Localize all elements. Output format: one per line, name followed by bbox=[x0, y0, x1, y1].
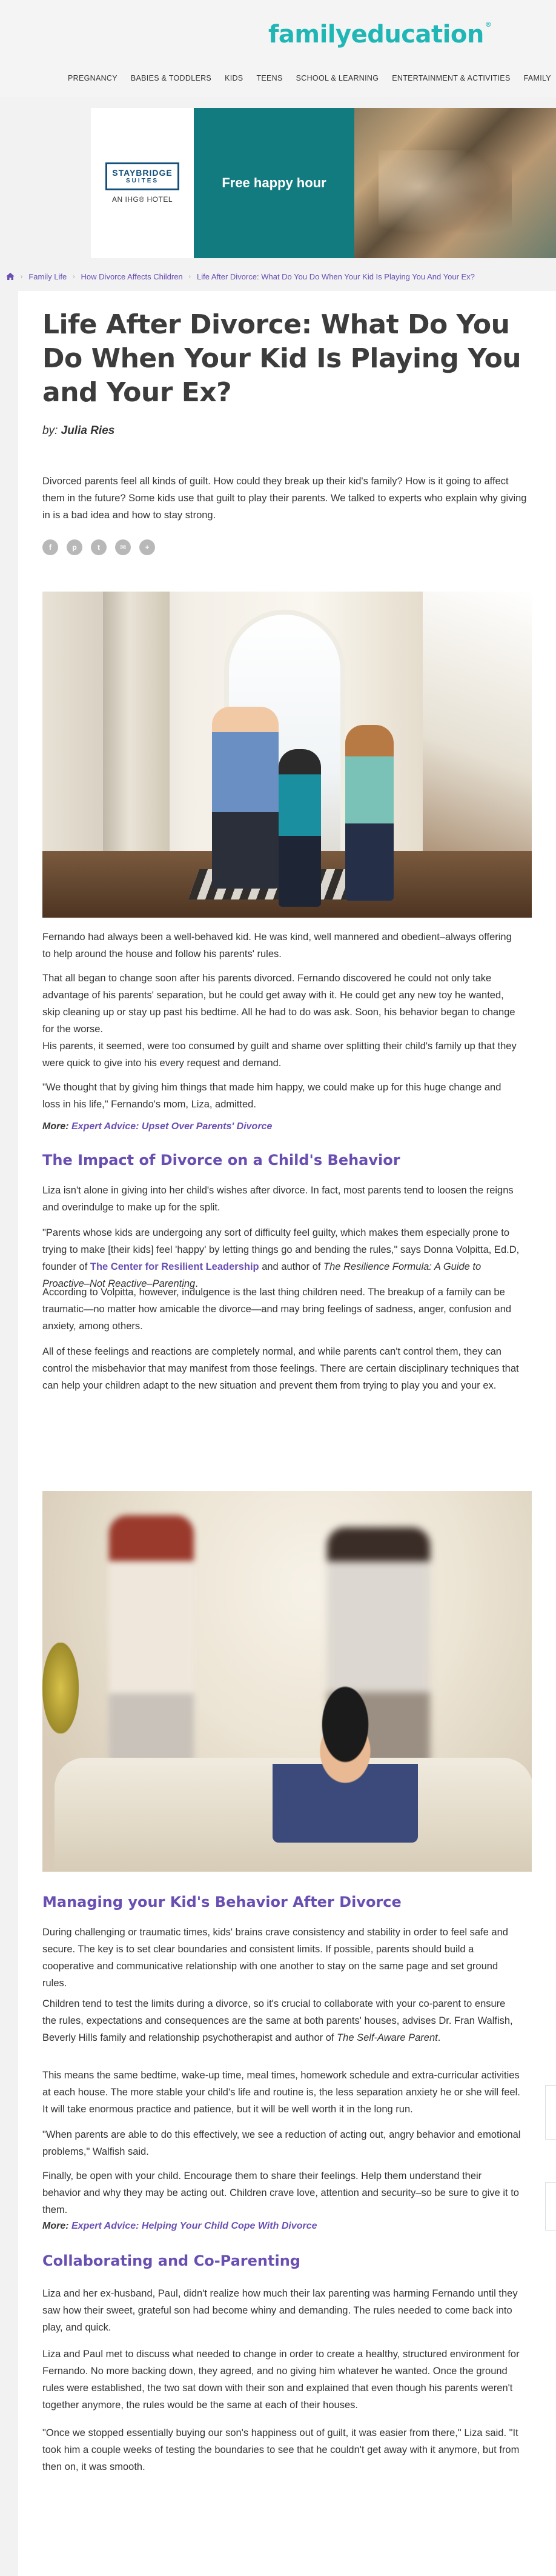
paragraph: That all began to change soon after his parents divorced. Fernando discovered he could not only take advantage of his parents' separation, but he could get away with it. He could get any new toy he wanted, skip cleaning up or stay up past his bedtime. All he had to do was ask. Soon, his behavior began to change for the worse. bbox=[42, 973, 515, 1035]
article-lede: Divorced parents feel all kinds of guilt. How could they break up their kid's family? How is it going to affect them in the future? Some kids use that guilt to play their parents. We talked to experts who explain why giving in is a bad idea and how to stay strong. bbox=[42, 476, 527, 521]
site-logo[interactable]: familyeducation ® bbox=[268, 21, 492, 48]
share-bar bbox=[42, 539, 155, 555]
twitter-share-icon[interactable]: t bbox=[91, 539, 107, 555]
email-share-icon[interactable]: ✉ bbox=[115, 539, 131, 555]
pinterest-share-icon[interactable]: p bbox=[67, 539, 82, 555]
breadcrumb-family-life[interactable]: Family Life bbox=[28, 272, 67, 281]
more-link-helping-child-cope[interactable]: Expert Advice: Helping Your Child Cope With Divorce bbox=[71, 2221, 317, 2231]
section-heading: Managing your Kid's Behavior After Divorce bbox=[42, 1894, 402, 1910]
ad-brand-panel bbox=[91, 108, 194, 258]
nav-item-pregnancy[interactable]: PREGNANCY bbox=[68, 74, 117, 82]
nav-item-teens[interactable]: TEENS bbox=[256, 74, 283, 82]
breadcrumb bbox=[0, 270, 556, 282]
nav-item-school-learning[interactable]: SCHOOL & LEARNING bbox=[296, 74, 379, 82]
home-icon[interactable] bbox=[6, 273, 15, 280]
nav-item-family[interactable]: FAMILY bbox=[523, 74, 551, 82]
more-link-block: More: Expert Advice: Upset Over Parents' Divorce bbox=[42, 1121, 273, 1132]
link-center-resilient-leadership[interactable]: The Center for Resilient Leadership bbox=[90, 1261, 259, 1272]
main-nav bbox=[68, 74, 551, 82]
section-heading: The Impact of Divorce on a Child's Behavior bbox=[42, 1152, 400, 1169]
paragraph: Children tend to test the limits during a divorce, so it's crucial to collaborate with your co-parent to ensure the rules, expectations and consequences are the same at both parents' houses, advises Dr. Fran Walfish, Beverly Hills family and relationship psychotherapist and author of The Self-Aware Parent. bbox=[42, 1998, 513, 2043]
chevron-right-icon: › bbox=[21, 273, 23, 280]
author-name[interactable]: Julia Ries bbox=[61, 424, 115, 437]
more-link-block: More: Expert Advice: Helping Your Child Cope With Divorce bbox=[42, 2221, 317, 2231]
paragraph: According to Volpitta, however, indulgence is the last thing children need. The breakup of a family can be traumatic—no matter how amicable the divorce—and may bring feelings of sadness, anger, confusion and anxiety, among others. bbox=[42, 1287, 512, 1332]
section-heading: Collaborating and Co-Parenting bbox=[42, 2252, 300, 2269]
paragraph: His parents, it seemed, were too consumed by guilt and shame over splitting their child's family up that they were quick to give into his every request and demand. bbox=[42, 1041, 517, 1069]
ad-brand-logo: STAYBRIDGE SUITES bbox=[105, 162, 179, 191]
more-share-icon[interactable]: + bbox=[139, 539, 155, 555]
side-widget-tab[interactable] bbox=[545, 2085, 556, 2140]
paragraph: This means the same bedtime, wake-up time, meal times, homework schedule and extra-curricular activities at each house. The more stable your child's life and routine is, the less separation anxiety he or she will feel. It will take enormous practice and patience, but it will be well worth it in the long run. bbox=[42, 2070, 520, 2115]
paragraph: "Parents whose kids are undergoing any sort of difficulty feel guilty, which makes them especially prone to trying to make [their kids] feel 'happy' by letting things go and bending the rules," says Donna Volpitta, Ed.D, founder of The Center for Resilient Leadership and author of The Resilience Formula: A Guide to Proactive–Not Reactive–Parenting. bbox=[42, 1227, 520, 1289]
more-link-upset-over-divorce[interactable]: Expert Advice: Upset Over Parents' Divorce bbox=[71, 1121, 273, 1132]
nav-item-babies-toddlers[interactable]: BABIES & TODDLERS bbox=[130, 74, 212, 82]
article bbox=[18, 291, 556, 2576]
paragraph: "Once we stopped essentially buying our son's happiness out of guilt, it was easier from there," Liza said. "It took him a couple weeks of testing the boundaries to see that he couldn't get away with it anymore, but from then on, it was smooth. bbox=[42, 2428, 520, 2472]
byline: by: Julia Ries bbox=[42, 424, 115, 437]
paragraph: Liza and her ex-husband, Paul, didn't realize how much their lax parenting was harming Fernando until they saw how their sweet, grateful son had become whiny and demanding. The rules needed to come back into play, and quick. bbox=[42, 2288, 518, 2333]
chevron-right-icon: › bbox=[188, 273, 191, 280]
article-hero-image bbox=[42, 592, 532, 918]
paragraph: Fernando had always been a well-behaved kid. He was kind, well mannered and obedient–always offering to help around the house and follow his parents' rules. bbox=[42, 932, 512, 959]
breadcrumb-how-divorce-affects-children[interactable]: How Divorce Affects Children bbox=[81, 272, 183, 281]
paragraph: Liza and Paul met to discuss what needed to change in order to create a healthy, structured environment for Fernando. No more backing down, they agreed, and no giving him whatever he wanted. Once the ground rules were established, the two sat down with their son and explained that even though his parents weren't together anymore, the rules would be the same at each of their houses. bbox=[42, 2349, 520, 2411]
facebook-share-icon[interactable]: f bbox=[42, 539, 58, 555]
paragraph: "We thought that by giving him things that made him happy, we could make up for this huge change and loss in his life," Fernando's mom, Liza, admitted. bbox=[42, 1082, 501, 1110]
paragraph: During challenging or traumatic times, kids' brains crave consistency and stability in order to feel safe and secure. The key is to set clear boundaries and consistent limits. If possible, parents should build a cooperative and communicative relationship with one another to stay on the same page and set ground rules. bbox=[42, 1927, 508, 1989]
chevron-right-icon: › bbox=[73, 273, 75, 280]
article-title: Life After Divorce: What Do You Do When Your Kid Is Playing You and Your Ex? bbox=[42, 309, 521, 408]
nav-item-kids[interactable]: KIDS bbox=[225, 74, 243, 82]
ad-photo bbox=[354, 108, 556, 258]
ad-brand-sub: AN IHG® HOTEL bbox=[111, 195, 173, 204]
site-header bbox=[0, 0, 556, 97]
ad-headline: Free happy hour bbox=[194, 108, 354, 258]
breadcrumb-current-page[interactable]: Life After Divorce: What Do You Do When Your Kid Is Playing You And Your Ex? bbox=[197, 272, 475, 281]
paragraph: Liza isn't alone in giving into her child's wishes after divorce. In fact, most parents tend to loosen the reigns and overindulge to make up for the split. bbox=[42, 1185, 514, 1213]
article-image-sad-child bbox=[42, 1491, 532, 1872]
paragraph: Finally, be open with your child. Encourage them to share their feelings. Help them understand their behavior and why they may be acting out. Children crave love, attention and security–so be sure to give it to them. bbox=[42, 2171, 519, 2215]
nav-item-entertainment-activities[interactable]: ENTERTAINMENT & ACTIVITIES bbox=[392, 74, 511, 82]
paragraph: All of these feelings and reactions are completely normal, and while parents can't control them, they can control the misbehavior that may manifest from those feelings. There are certain disciplinary techniques that can help your children adapt to the new situation and prevent them from trying to play you and your ex. bbox=[42, 1346, 519, 1391]
paragraph: "When parents are able to do this effectively, we see a reduction of acting out, angry behavior and emotional problems," Walfish said. bbox=[42, 2129, 521, 2157]
side-widget-tab[interactable] bbox=[545, 2182, 556, 2231]
banner-ad[interactable] bbox=[91, 108, 556, 258]
